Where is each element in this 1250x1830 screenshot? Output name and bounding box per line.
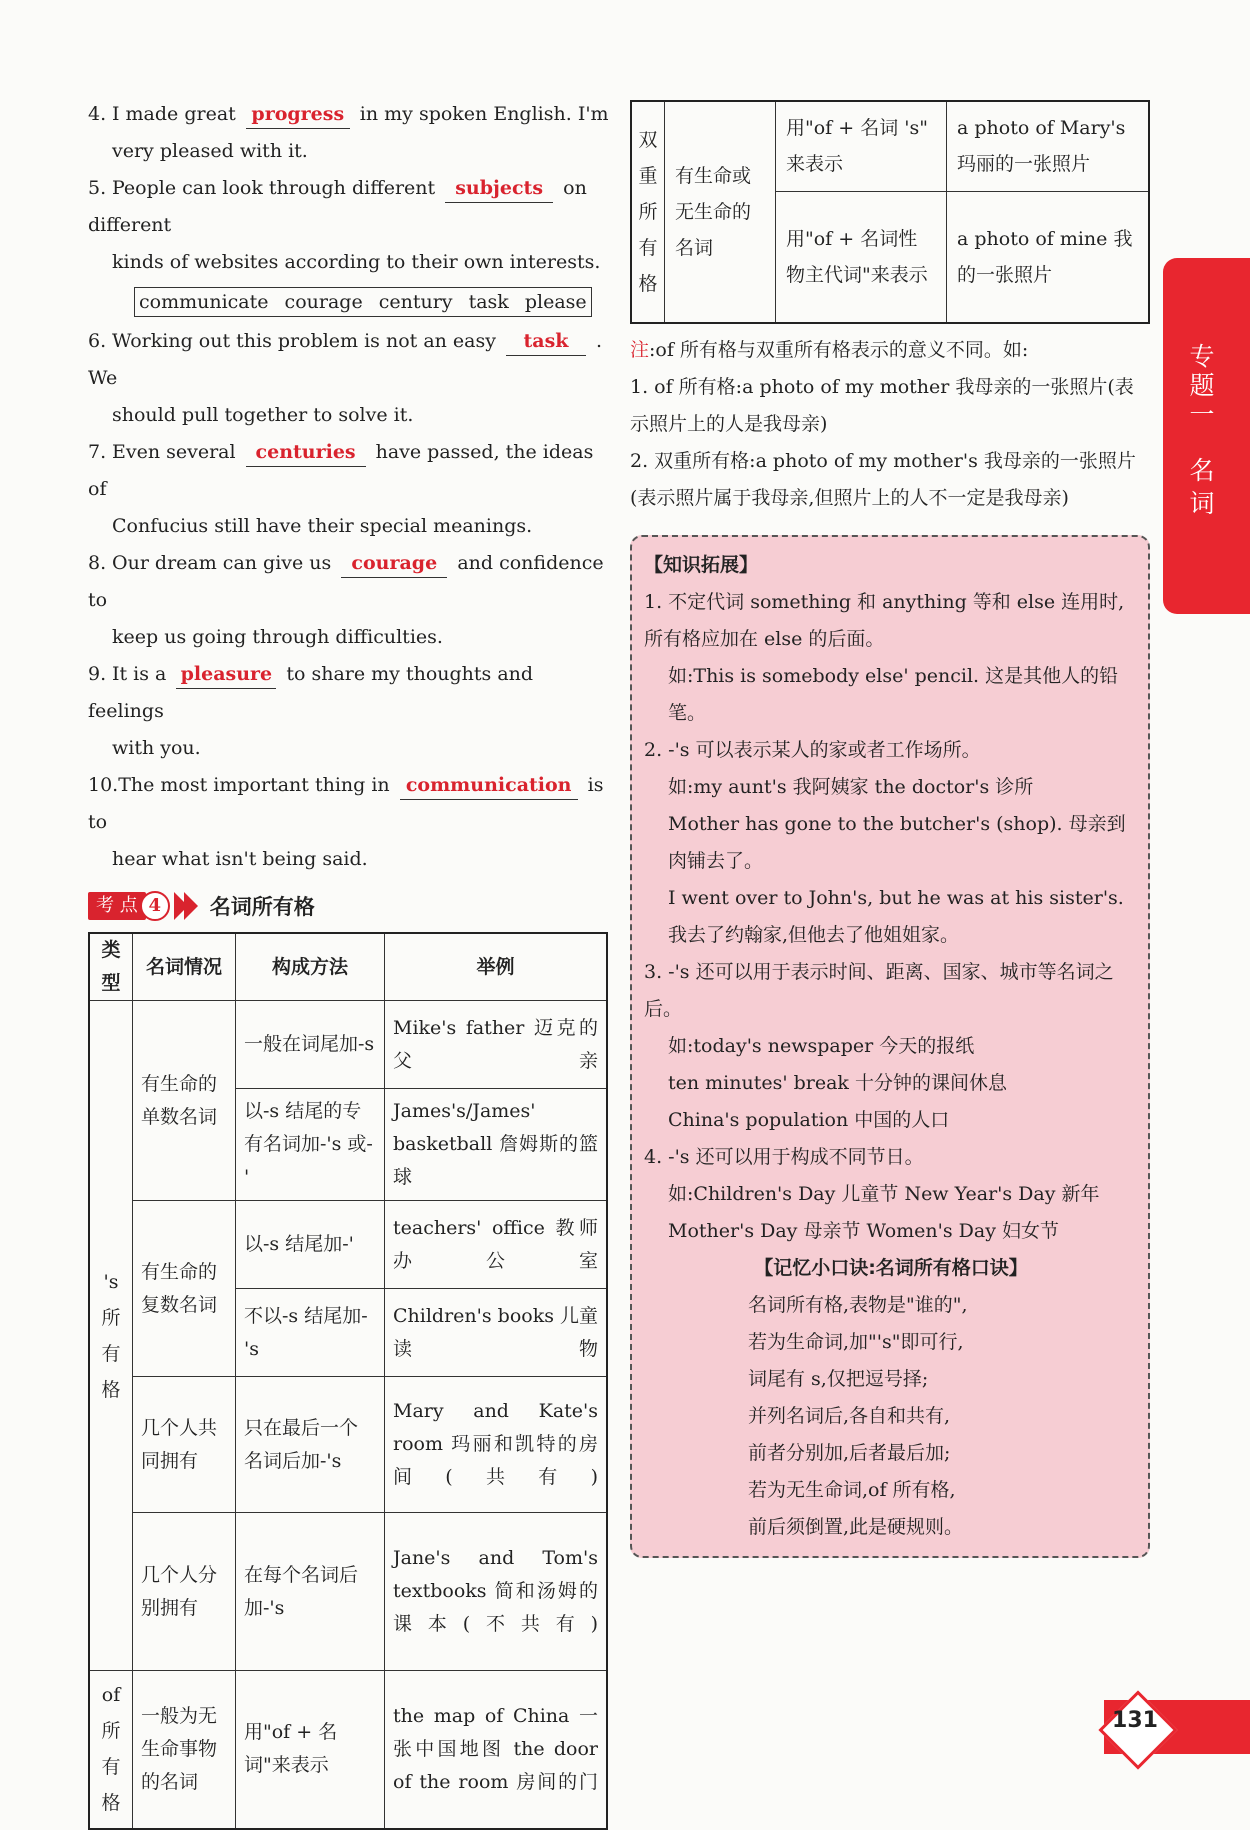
answer-blank: centuries [246,438,366,467]
page-number: 131 [1112,1708,1158,1733]
question-text: It is a [112,663,167,685]
question-text: keep us going through difficulties. [112,626,443,648]
knowledge-point: 1. 不定代词 something 和 anything 等和 else 连用时,所有格应加在 else 的后面。 [644,591,1125,650]
kaodian-header [88,888,612,924]
table-cell: 只在最后一个名词后加-'s [236,1377,385,1513]
mnemonic-line: 词尾有 s,仅把逗号择; [748,1368,929,1390]
question-text: Working out this problem is not an easy [112,330,496,352]
question-text: hear what isn't being said. [112,848,368,870]
knowledge-point: 3. -'s 还可以用于表示时间、距离、国家、城市等名词之后。 [644,961,1114,1020]
type-of-possessive: of 所 有 格 [89,1671,133,1829]
question-item [88,323,612,434]
question-text: People can look through different [112,177,436,199]
table-header: 构成方法 [236,933,385,1001]
possessive-table [88,932,608,1830]
double-possessive-table [630,100,1150,324]
question-text: on different [88,177,587,236]
arrow-icon [184,892,198,920]
question-text: is to [88,774,604,833]
table-header: 类型 [89,933,133,1001]
table-cell: 用"of + 名词"来表示 [236,1671,385,1829]
question-text: kinds of websites according to their own interests. [112,251,601,273]
table-cell: 用"of + 名词性物主代词"来表示 [776,191,947,323]
table-cell: 以-s 结尾的专有名词加-'s 或-' [236,1089,385,1201]
knowledge-point: 2. -'s 可以表示某人的家或者工作场所。 [644,739,981,761]
question-text: in my spoken English. I'm [359,103,609,125]
mnemonic-line: 若为无生命词,of 所有格, [748,1479,956,1501]
knowledge-example: Mother has gone to the butcher's (shop). 母亲到肉铺去了。 [668,813,1126,872]
knowledge-box [630,535,1150,1558]
word-box: communicate courage century task please [134,287,592,317]
note-item: 2. 双重所有格:a photo of my mother's 我母亲的一张照片(表示照片属于我母亲,但照片上的人不一定是我母亲) [630,450,1136,509]
kaodian-number: 4 [140,891,170,921]
question-item [88,767,612,878]
question-number: 6. [88,330,107,352]
noun-case: 几个人分别拥有 [133,1513,236,1671]
table-cell: a photo of mine 我的一张照片 [947,191,1150,323]
question-item [88,545,612,656]
table-cell: Mary and Kate's room 玛丽和凯特的房间(共有) [385,1377,608,1513]
knowledge-example: ten minutes' break 十分钟的课间休息 [668,1072,1007,1094]
table-cell: 在每个名词后加-'s [236,1513,385,1671]
knowledge-example: Mother's Day 母亲节 Women's Day 妇女节 [668,1220,1060,1242]
question-number: 8. [88,552,107,574]
table-header-row [89,933,607,1001]
question-item [88,656,612,767]
noun-case: 一般为无生命事物的名词 [133,1671,236,1829]
chapter-tab-name: 名词 [1189,456,1215,518]
knowledge-point: 4. -'s 还可以用于构成不同节日。 [644,1146,924,1168]
question-number: 9. [88,663,107,685]
question-item [88,170,612,281]
question-text: should pull together to solve it. [112,404,414,426]
question-text: with you. [112,737,201,759]
note [630,332,1152,517]
chapter-tab [1163,258,1250,614]
table-cell: Jane's and Tom's textbooks 简和汤姆的课本(不共有) [385,1513,608,1671]
knowledge-title: 【知识拓展】 [644,554,759,576]
answer-blank: communication [400,771,578,800]
table-header: 举例 [385,933,608,1001]
mnemonic-line: 并列名词后,各自和共有, [748,1405,951,1427]
left-column [88,96,612,1830]
noun-case: 有生命的单数名词 [133,1001,236,1201]
mnemonic-line: 前后须倒置,此是硬规则。 [748,1516,964,1538]
noun-case: 有生命或无生命的名词 [665,101,776,323]
knowledge-example: 如:my aunt's 我阿姨家 the doctor's 诊所 [668,776,1034,798]
table-cell: 用"of + 名词 's" 来表示 [776,101,947,191]
question-text: to share my thoughts and feelings [88,663,534,722]
question-number: 7. [88,441,107,463]
noun-case: 几个人共同拥有 [133,1377,236,1513]
question-text: have passed, the ideas of [88,441,594,500]
knowledge-example: 如:today's newspaper 今天的报纸 [668,1035,975,1057]
chapter-tab-topic: 专题一 [1189,342,1215,429]
table-cell: Children's books 儿童读物 [385,1289,608,1377]
question-item [88,96,612,170]
question-text: Confucius still have their special meanings. [112,515,533,537]
table-cell: teachers' office 教师办公室 [385,1201,608,1289]
question-number: 10. [88,774,119,796]
mnemonic-title: 【记忆小口诀:名词所有格口诀】 [754,1257,1028,1279]
knowledge-example: I went over to John's, but he was at his sister's. 我去了约翰家,但他去了他姐姐家。 [668,887,1124,946]
mnemonic-line: 若为生命词,加"'s"即可行, [748,1331,964,1353]
right-column [630,100,1152,1558]
noun-case: 有生命的复数名词 [133,1201,236,1377]
question-number: 4. [88,103,107,125]
table-header: 名词情况 [133,933,236,1001]
kaodian-tag: 考 点 [88,892,146,920]
knowledge-example: China's population 中国的人口 [668,1109,950,1131]
question-text: Even several [112,441,236,463]
page-number-badge [1104,1700,1250,1754]
question-text: and confidence to [88,552,604,611]
knowledge-example: 如:This is somebody else' pencil. 这是其他人的铅笔。 [668,665,1119,724]
answer-blank: task [506,327,586,356]
question-number: 5. [88,177,107,199]
table-cell: Mike's father 迈克的父亲 [385,1001,608,1089]
mnemonic-line: 前者分别加,后者最后加; [748,1442,951,1464]
table-cell: 一般在词尾加-s [236,1001,385,1089]
mnemonic-line: 名词所有格,表物是"谁的", [748,1294,968,1316]
note-label: 注 [630,339,650,361]
question-item [88,434,612,545]
table-cell: a photo of Mary's 玛丽的一张照片 [947,101,1150,191]
question-text: very pleased with it. [112,140,308,162]
answer-blank: pleasure [176,660,276,689]
kaodian-title: 名词所有格 [209,895,315,919]
type-double-possessive: 双 重 所 有 格 [631,101,665,323]
note-text: :of 所有格与双重所有格表示的意义不同。如: [649,339,1029,361]
table-cell: 不以-s 结尾加-'s [236,1289,385,1377]
answer-blank: progress [246,100,350,129]
note-item: 1. of 所有格:a photo of my mother 我母亲的一张照片(表示照片上的人是我母亲) [630,376,1134,435]
question-text: I made great [112,103,236,125]
table-cell: James's/James' basketball 詹姆斯的篮球 [385,1089,608,1201]
question-text: . We [88,330,603,389]
answer-blank: courage [341,549,447,578]
table-cell: the map of China 一张中国地图 the door of the room 房间的门 [385,1671,608,1829]
knowledge-example: 如:Children's Day 儿童节 New Year's Day 新年 [668,1183,1100,1205]
question-text: The most important thing in [118,774,390,796]
table-cell: 以-s 结尾加-' [236,1201,385,1289]
question-text: Our dream can give us [112,552,332,574]
type-s-possessive: 's 所 有 格 [89,1001,133,1671]
answer-blank: subjects [445,174,553,203]
